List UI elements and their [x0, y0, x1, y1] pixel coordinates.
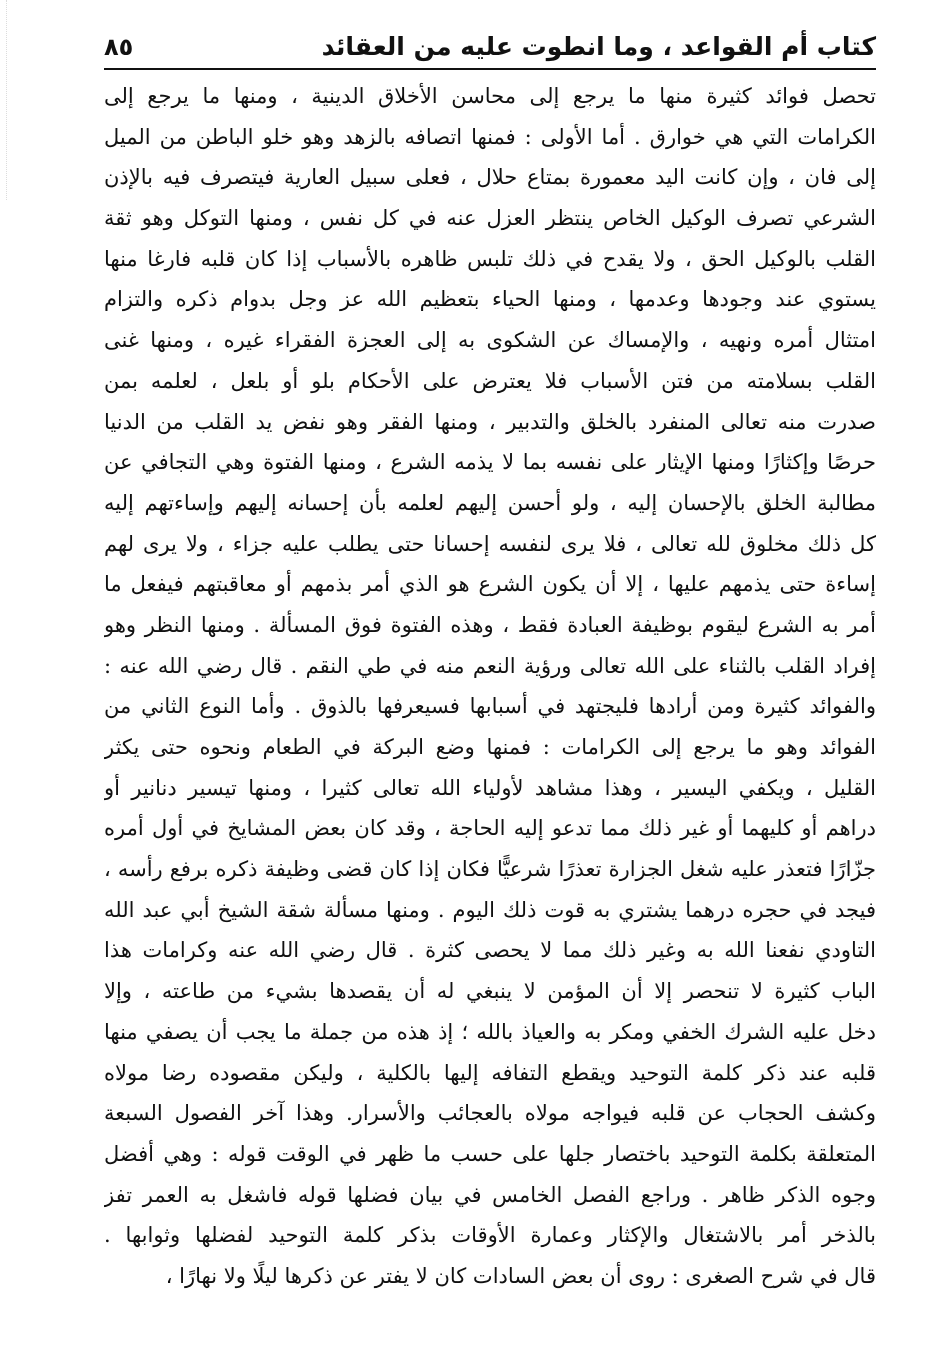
- text-line: يستوي عند وجودها وعدمها ، ومنها الحياء بتعظيم الله عز وجل بدوام ذكره والتزام: [104, 287, 876, 312]
- body-text: [104, 76, 876, 1297]
- header-rule: [104, 68, 876, 70]
- text-line: صدرت منه تعالى المنفرد بالخلق والتدبير ، ومنها الفقر وهو نفض يد القلب من الدنيا: [104, 409, 876, 434]
- text-line: الكرامات التي هي خوارق . أما الأولى : فمنها اتصافه بالزهد وهو خلو الباطن من الميل: [104, 124, 876, 149]
- text-line: القلب بسلامته من فتن الأسباب فلا يعترض على الأحكام بلو أو بلعل ، لعلمه بمن: [104, 368, 876, 393]
- text-line: الباب كثيرة لا تنحصر إلا أن المؤمن لا ينبغي له أن يقصدها بشيء من طاعته ، وإلا: [104, 979, 876, 1004]
- text-line: بالذخر أمر بالاشتغال والإكثار وعمارة الأوقات بذكر كلمة التوحيد لفضلها وثوابها .: [104, 1223, 876, 1248]
- running-header-title: كتاب أم القواعد ، وما انطوت عليه من العقائد: [321, 32, 876, 61]
- text-line: الفوائد وهو ما يرجع إلى الكرامات : فمنها وضع البركة في الطعام ونحوه حتى يكثر: [104, 735, 876, 759]
- text-line: إفراد القلب بالثناء على الله تعالى ورؤية النعم منه في طي النقم . قال رضي الله عنه :: [104, 653, 876, 678]
- text-line: الشرعي تصرف الوكيل الخاص ينتظر العزل عنه في كل نفس ، ومنها التوكل وهو ثقة: [104, 206, 876, 231]
- text-line: حرصًا وإكثارًا ومنها الإيثار على نفسه بما لا يذمه الشرع ، ومنها الفتوة وهي التجافي عن: [104, 450, 876, 475]
- text-line: إلى فان ، وإن كانت اليد معمورة بمتاع حلال ، فعلى سبيل العارية فيتصرف فيه بالإذن: [104, 165, 876, 190]
- text-line: امتثال أمره ونهيه ، والإمساك عن الشكوى به إلى العجزة الفقراء غيره ، ومنها غنى: [104, 328, 876, 353]
- text-line: دخل عليه الشرك الخفي ومكر به والعياذ بالله ؛ إذ هذه من جملة ما يجب أن يصفي منها: [104, 1019, 876, 1044]
- text-line: إساءة حتى يذمهم عليها ، إلا أن يكون الشرع هو الذي أمر بذمهم أو معاقبتهم فيفعل ما: [104, 572, 876, 597]
- text-line: القلب بالوكيل الحق ، ولا يقدح في ذلك تلبس ظاهره بالأسباب إذا كان قلبه فارغا منها: [104, 246, 876, 271]
- text-line: كل ذلك مخلوق لله تعالى ، فلا يرى لنفسه إحسانا حتى يطلب عليه جزاء ، ولا يرى لهم: [104, 531, 876, 556]
- text-line: جزّارًا فتعذر عليه شغل الجزارة تعذرًا شرعيًّا فكان إذا كان قضى وظيفة ذكره برفع رأسه ،: [104, 857, 876, 882]
- text-line: القليل ، ويكفي اليسير ، وهذا مشاهد لأولياء الله تعالى كثيرا ، ومنها تيسير دنانير أو: [104, 775, 876, 800]
- text-line: المتعلقة بكلمة التوحيد باختصار جلها على حسب ما ظهر في الوقت قوله : وهي أفضل: [104, 1141, 876, 1166]
- text-line: أمر به الشرع ليقوم بوظيفة العبادة فقط ، وهذه الفتوة فوق المسألة . ومنها النظر وهو: [104, 612, 876, 637]
- scan-edge-mark: [6, 0, 8, 200]
- text-line: قال في شرح الصغرى : روى أن بعض السادات كان لا يفتر عن ذكرها ليلًا ولا نهارًا ،: [165, 1263, 876, 1288]
- text-line: وجوه الذكر ظاهر . وراجع الفصل الخامس في بيان فضلها قوله فاشغل به العمر تفز: [104, 1182, 876, 1207]
- text-line: وكشف الحجاب عن قلبه فيواجه مولاه بالعجائب والأسرار. وهذا آخر الفصول السبعة: [104, 1101, 876, 1126]
- text-line: دراهم أو كليهما أو غير ذلك مما تدعو إليه الحاجة ، وقد كان بعض المشايخ في أول أمره: [104, 816, 876, 841]
- text-line: مطالبة الخلق بالإحسان إليه ، ولو أحسن إليهم لعلمه بأن إحسانه إليهم وإساءتهم إليه: [104, 490, 876, 515]
- text-line: التاودي نفعنا الله به وغير ذلك مما لا يحصى كثرة . قال رضي الله عنه وكرامات هذا: [104, 938, 876, 963]
- text-line: والفوائد كثيرة ومن أرادها فليجتهد في أسبابها فسيعرفها بالذوق . وأما النوع الثاني من: [104, 694, 876, 719]
- page-number: ٨٥: [104, 33, 134, 61]
- text-line: قلبه عند ذكر كلمة التوحيد ويقطع التفافه إليها بالكلية ، وليكن مقصوده رضا مولاه: [104, 1060, 876, 1085]
- running-header: [104, 30, 876, 68]
- text-line: تحصل فوائد كثيرة منها ما يرجع إلى محاسن الأخلاق الدينية ، ومنها ما يرجع إلى: [104, 84, 876, 108]
- text-line: فيجد في حجره درهما يشتري به قوت ذلك اليوم . ومنها مسألة شقة الشيخ أبي عبد الله: [104, 897, 876, 922]
